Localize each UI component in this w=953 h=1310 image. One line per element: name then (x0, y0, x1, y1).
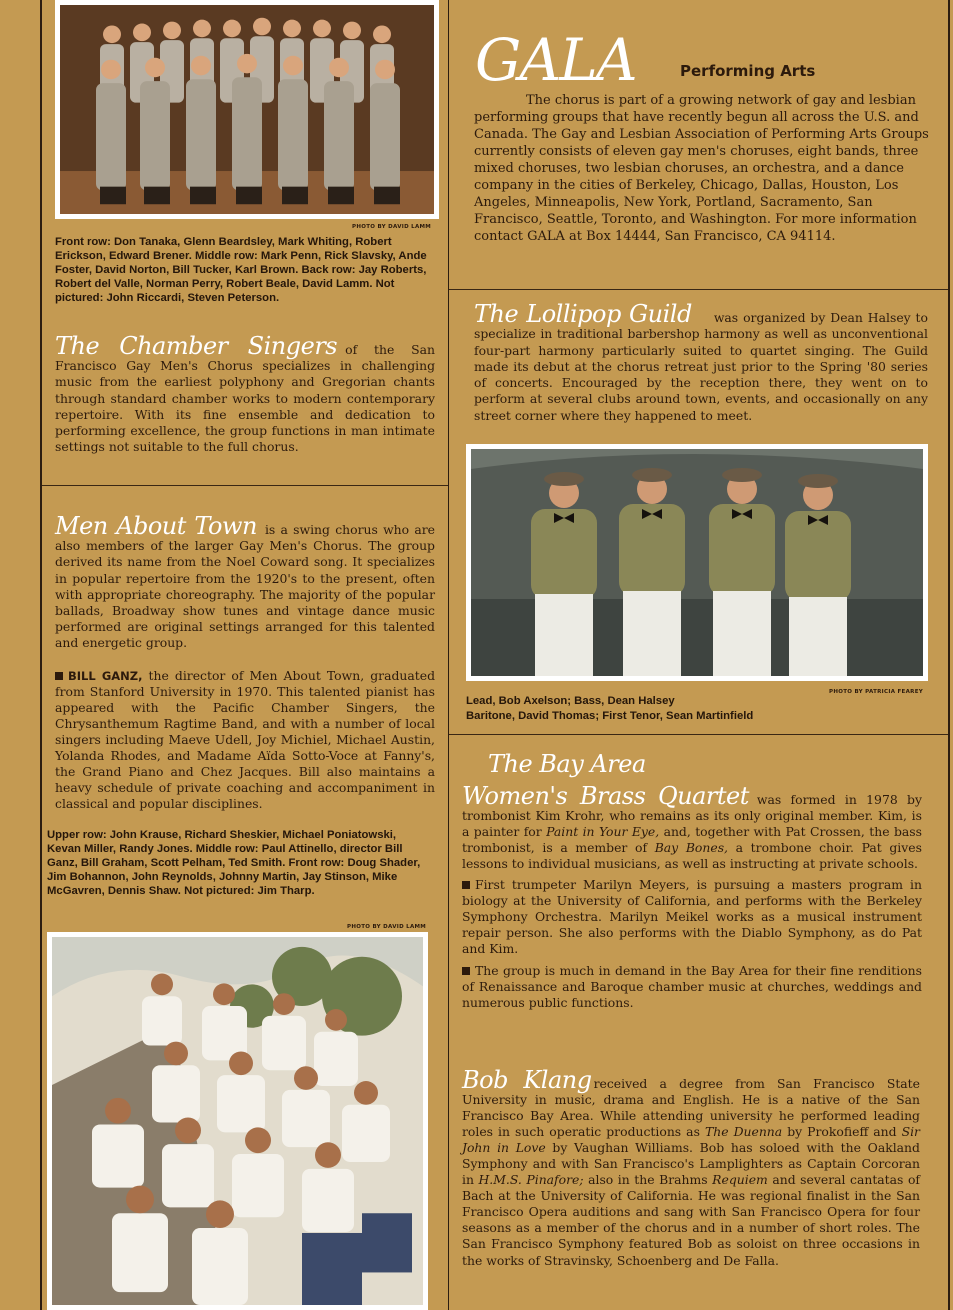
divider (449, 289, 948, 290)
brass-heading-line-1: The Bay Area (488, 750, 646, 778)
brass-paragraph-3: The group is much in demand in the Bay Area for their fine renditions of Renaissance and Baroque chamber music at churches, weddings and numerous public functions. (462, 963, 922, 1011)
brass-paragraph-2: First trumpeter Marilyn Meyers, is pursuing a masters program in biology at the University of California, and performs with the Berkeley Symphony Orchestra. Marilyn Meikel works as a musical instrument repair person. She also performs with the Diablo Symphony, as do Pat and Kim. (462, 877, 922, 957)
bob-klang-heading: Bob Klang (462, 1066, 592, 1094)
lollipop-guild-photo (466, 444, 928, 681)
lollipop-caption-line-1: Lead, Bob Axelson; Bass, Dean Halsey (466, 695, 675, 707)
center-column-rule (448, 0, 449, 1310)
men-about-town-paragraph: Men About Town is a swing chorus who are also members of the larger Gay Men's Chorus. The group derived its name from the Noel Coward song. It specializes in popular repertoire from the 1920's to the present, often with appropriate choreography. The majority of the popular ballads, Broadway show tunes and vintage dance music performed are original settings arranged for this talented and energetic group. (55, 512, 435, 651)
gala-paragraph: The chorus is part of a growing network of gay and lesbian performing groups that have recently begun all across the U.S. and Canada. The Gay and Lesbian Association of Performing Arts Groups currently consists of eleven gay men's choruses, eight bands, three mixed choruses, two lesbian choruses, an orchestra, and a dance company in the cities of Berkeley, Chicago, Dallas, Houston, Los Angeles, Minneapolis, New York, Portland, Sacramento, San Francisco, Seattle, Toronto, and Washington. For more information contact GALA at Box 14444, San Francisco, CA 94114. (474, 93, 929, 244)
bullet-icon (55, 672, 63, 680)
divider (449, 734, 948, 735)
bob-klang-paragraph: Bob Klang received a degree from San Francisco State University in music, drama and English. He is a native of the San Francisco Bay Area. While attending university he performed leading roles in such operatic productions as The Duenna by Prokofieff and Sir John in Love by Vaughan Williams. Bob has soloed with the Oakland Symphony and with San Francisco's Lamplighters as Captain Corcoran in H.M.S. Pinafore; also in the Brahms Requiem and several cantatas of Bach at the University of California. He was regional finalist in the San Francisco Opera auditions and sang with San Francisco Opera for four seasons as a member of the chorus and in a number of short roles. The San Francisco Symphony featured Bob as soloist on three occasions in the works of Stravinsky, Schoenberg and De Falla. (462, 1066, 920, 1268)
photo-credit: PHOTO BY DAVID LAMM (352, 224, 432, 230)
lollipop-guild-paragraph: The Lollipop Guild was organized by Dean Halsey to specialize in traditional barbershop harmony as well as unconventional four-part harmony particularly suited to quartet singing. The Guild made its debut at the chorus retreat just prior to the Spring '80 series of concerts. Encouraged by the reception there, they went on to perform at several clubs around town, events, and occasionally on any street corner where they happened to meet. (474, 300, 929, 423)
brass-paragraph-1: Women's Brass Quartet was formed in 1978 by trombonist Kim Krohr, who remains as its only original member. Kim, is a painter for Paint in Your Eye, and, together with Pat Crossen, the bass trombonist, is a member of Bay Bones, a trombone choir. Pat gives lessons to individual musicians, as well as instructing at private schools. (462, 782, 922, 872)
chamber-singers-paragraph: The Chamber Singers of the San Francisco Gay Men's Chorus specializes in challenging music from the earliest polyphony and Gregorian chants through standard chamber works to modern contemporary repertoire. With its fine ensemble and dedication to performing excellence, the group functions in man intimate settings not suitable to the full chorus. (55, 332, 436, 455)
bullet-icon (462, 967, 470, 975)
men-about-town-heading: Men About Town (55, 512, 257, 540)
photo-credit: PHOTO BY DAVID LAMM (347, 924, 427, 930)
men-about-town-caption: Upper row: John Krause, Richard Sheskier, Michael Poniatowski, Kevan Miller, Randy Jones. Middle row: Paul Attinello, director Bill Ganz, Bill Graham, Scott Pelham, Ted Smith. Front row: Doug Shader, Jim Bohannon, John Reynolds, Johnny Martin, Jay Stinson, Mike McGavren, Dennis Shaw. Not pictured: Jim Tharp. (47, 829, 421, 898)
photo-credit: PHOTO BY PATRICIA FEAREY (829, 689, 924, 695)
bill-ganz-paragraph: BILL GANZ, the director of Men About Town, graduated from Stanford University in 1970. This talented pianist has appeared with the Pacific Chamber Singers, the Chrysanthemum Ragtime Band, and with a number of local singers including Maeve Udell, Joy Michiel, Michael Austin, Yolanda Rhodes, and Madame Aïda Sotto-Voce at Fanny's, the Grand Piano and Chez Jacques. Bill also maintains a heavy schedule of private coaching and accompaniment in classical and popular disciplines. (55, 668, 435, 811)
left-column-rule (40, 0, 42, 1310)
lollipop-caption-line-2: Baritone, David Thomas; First Tenor, Sean Martinfield (466, 710, 754, 722)
divider (42, 485, 448, 486)
chamber-singers-heading: The Chamber Singers (55, 332, 338, 360)
chamber-singers-photo (55, 0, 439, 219)
bullet-icon (462, 881, 470, 889)
gala-subtitle: Performing Arts (680, 62, 816, 80)
chamber-singers-caption: Front row: Don Tanaka, Glenn Beardsley, Mark Whiting, Robert Erickson, Edward Brener. Middle row: Mark Penn, Rick Slavsky, Ande Foster, David Norton, Bill Tucker, Karl Brown. Back row: Jay Roberts, Robert del Valle, Norman Perry, Robert Beale, David Lamm. Not pictured: John Riccardi, Steven Peterson. (55, 236, 427, 305)
men-about-town-photo (47, 932, 428, 1310)
gala-logo: GALA (475, 26, 636, 94)
right-column-rule (948, 0, 950, 1310)
lollipop-guild-heading: The Lollipop Guild (474, 300, 692, 328)
brass-heading-line-2: Women's Brass Quartet (462, 782, 749, 810)
